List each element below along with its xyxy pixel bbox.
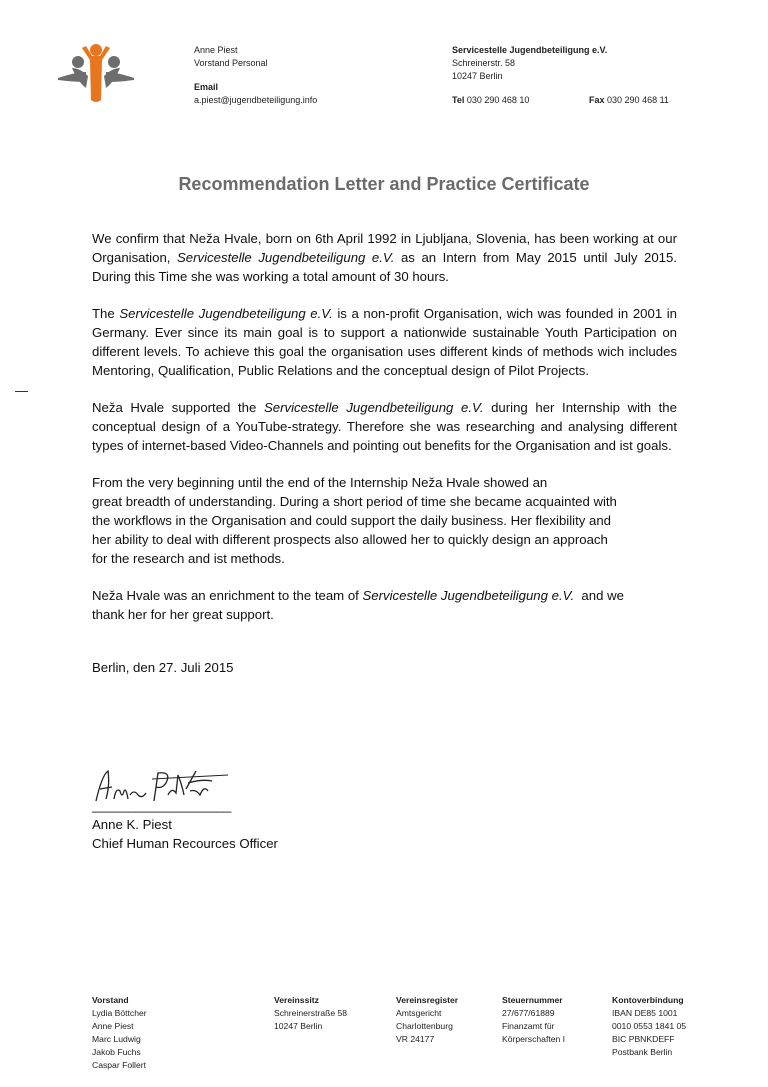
footer-vereinssitz — [274, 994, 347, 1033]
paragraph-confirmation — [92, 229, 677, 286]
text: is a non-profit Organisation, wich was founded in 2001 in Germany. Ever since its main goal is to support a nationwide sustainable Youth Participation on different levels. To achieve this goal the organisation uses different kinds of methods wich includes Mentoring, Qualification, Public Relations and the conceptual design of Pilot Projects. — [92, 306, 678, 378]
letter-body — [92, 229, 677, 677]
org-name-italic: Servicestelle Jugendbeteiligung e.V. — [119, 306, 333, 321]
paragraph-assessment — [92, 473, 677, 568]
org-name-italic: Servicestelle Jugendbeteiligung e.V. — [362, 588, 575, 603]
footer-line: 27/677/61889 — [502, 1008, 555, 1018]
text: Neža Hvale was an enrichment to the team of — [92, 588, 363, 603]
footer-vereinsregister — [396, 994, 458, 1046]
page-title: Recommendation Letter and Practice Certificate — [178, 174, 590, 194]
footer-line: BIC PBNKDEFF — [612, 1034, 675, 1044]
email-label: Email — [194, 82, 219, 92]
email-address[interactable]: a.piest@jugendbeteiligung.info — [194, 95, 318, 105]
text-line: for the research and ist methods. — [92, 551, 285, 566]
tel-number: 030 290 468 10 — [466, 95, 530, 105]
footer-vorstand — [92, 994, 147, 1072]
contact-name: Anne Piest — [194, 45, 238, 55]
org-name-italic: Servicestelle Jugendbeteiligung e.V. — [177, 250, 395, 265]
text: The — [92, 306, 120, 321]
text: Neža Hvale supported the — [92, 400, 264, 415]
fax-number: 030 290 468 11 — [607, 95, 669, 105]
footer-kontoverbindung — [612, 994, 686, 1059]
footer-line: Schreinerstraße 58 — [274, 1008, 348, 1018]
sender-contact — [194, 44, 317, 107]
footer-line: Finanzamt für — [502, 1021, 555, 1031]
footer-heading: Vereinssitz — [274, 995, 319, 1005]
place-date: Berlin, den 27. Juli 2015 — [92, 660, 234, 675]
footer-heading: Steuernummer — [502, 995, 563, 1005]
paragraph-closing — [92, 586, 677, 624]
text-line: the workflows in the Organisation and could support the daily business. Her flexibility and — [92, 513, 611, 528]
text: during her Internship with the conceptual design of a YouTube-strategy. Therefore she was researching and analysing different types of internet-based Video-Channels and pointing out benefits for the Organisation and ist goals. — [92, 400, 677, 453]
organisation-address — [452, 44, 712, 107]
footer-line: IBAN DE85 1001 — [612, 1008, 678, 1018]
signature-block — [92, 796, 677, 853]
text-line: thank her for her great support. — [92, 607, 274, 622]
footer-line: Körperschaften I — [502, 1034, 566, 1044]
footer-line: VR 24177 — [396, 1034, 435, 1044]
text-line: her ability to deal with different prospects also allowed her to quickly design an approach — [92, 532, 608, 547]
organisation-logo — [56, 42, 136, 104]
footer-line: Marc Ludwig — [92, 1034, 141, 1044]
paragraph-internship — [92, 398, 677, 455]
footer-line: Lydia Böttcher — [92, 1008, 147, 1018]
footer-line: Amtsgericht — [396, 1008, 442, 1018]
org-city: 10247 Berlin — [452, 71, 503, 81]
footer-line: Caspar Follert — [92, 1060, 146, 1070]
footer-heading: Kontoverbindung — [612, 995, 684, 1005]
footer-steuernummer — [502, 994, 565, 1046]
footer-line: Postbank Berlin — [612, 1047, 673, 1057]
signer-name: Anne K. Piest — [92, 817, 172, 832]
signature-line: ___________________ — [92, 798, 232, 813]
footer-heading: Vorstand — [92, 995, 129, 1005]
org-name: Servicestelle Jugendbeteiligung e.V. — [452, 45, 608, 55]
footer-line: 10247 Berlin — [274, 1021, 323, 1031]
footer-heading: Vereinsregister — [396, 995, 459, 1005]
fax-label: Fax — [589, 95, 605, 105]
text-line: great breadth of understanding. During a short period of time she became acquainted with — [92, 494, 617, 509]
contact-role: Vorstand Personal — [194, 58, 268, 68]
footer-line: Charlottenburg — [396, 1021, 453, 1031]
footer-line: Jakob Fuchs — [92, 1047, 141, 1057]
margin-mark — [15, 391, 28, 392]
footer-line: 0010 0553 1841 05 — [612, 1021, 687, 1031]
paragraph-organisation — [92, 304, 677, 380]
footer-line: Anne Piest — [92, 1021, 134, 1031]
text: as an Intern from May 2015 until July 2015. During this Time she was working a total amount of 30 hours. — [92, 250, 677, 284]
tel-label: Tel — [452, 95, 465, 105]
org-name-italic: Servicestelle Jugendbeteiligung e.V. — [263, 400, 484, 415]
text: We confirm that Neža Hvale, born on 6th April 1992 in Ljubljana, Slovenia, has been working at our Organisation, — [92, 231, 677, 265]
text-line: From the very beginning until the end of the Internship Neža Hvale showed an — [92, 475, 548, 490]
org-street: Schreinerstr. 58 — [452, 58, 516, 68]
signer-position: Chief Human Recources Officer — [92, 836, 278, 851]
text: and we — [574, 588, 624, 603]
